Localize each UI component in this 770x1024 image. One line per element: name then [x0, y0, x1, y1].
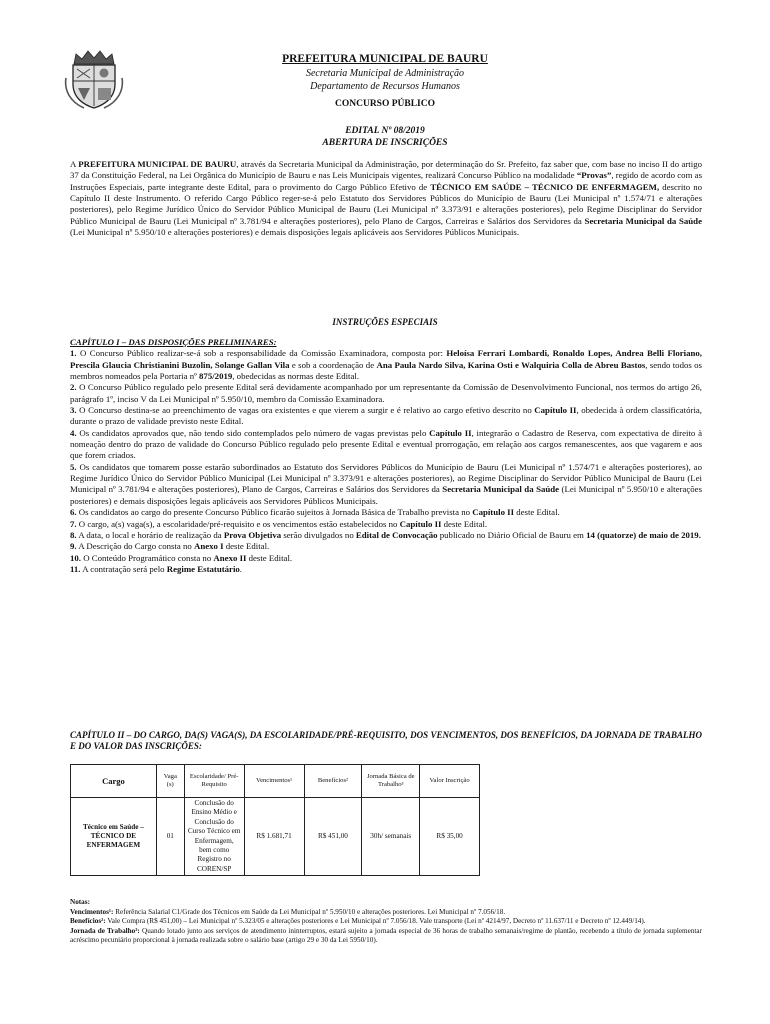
item-5: 5. Os candidatos que tomarem posse estarão subordinados ao Estatuto dos Servidores Públicos do Município de Bauru (Lei Municipal nº 1.574/71 e alterações posteriores), ao Regime Jurídico Único do Servidor Público Municipal (Lei Municipal nº 3.373/91 e alterações posteriores), ao Regime Disciplinar do Servidor Público Municipal de Bauru (Lei Municipal nº 3.781/94 e alterações posteriores), Plano de Cargos, Carreiras e Salários dos Servidores da Secretaria Municipal da Saúde (Lei Municipal nº 5.950/10 e alterações posteriores) e demais disposições legais aplicáveis aos Servidores Públicos Municipais.: [70, 461, 702, 506]
item-10: 10. O Conteúdo Programático consta no Anexo II deste Edital.: [70, 552, 293, 563]
table-header-row: [71, 765, 480, 798]
item-1: 1. O Concurso Público realizar-se-á sob a responsabilidade da Comissão Examinadora, composta por: Heloísa Ferrari Lombardi, Ronaldo Lopes, Andrea Belli Floriano, Prescila Glaucia Christianini Buzolin, Solange Gallan Vila e sob a coordenação de Ana Paula Nardo Silva, Karina Osti e Walquiria Colla de Abreu Bastos, sendo todos os membros nomeados pela Portaria nº 875/2019, obedecidas as normas deste Edital.: [70, 348, 702, 382]
item-4: 4. Os candidatos aprovados que, não tendo sido contemplados pelo número de vagas previstas pelo Capítulo II, integrarão o Cadastro de Reserva, com expectativa de direito à nomeação dentro do prazo de validade do Concurso Público regulado pelo presente Edital e eventual prorrogação, em relação aos cargos remanescentes, aos que vagarem e aos que forem criados.: [70, 427, 702, 461]
header-cargo: Cargo: [71, 765, 157, 798]
instrucoes-heading: INSTRUÇÕES ESPECIAIS: [332, 317, 438, 327]
cargo-table: [70, 764, 480, 876]
chapter-2-heading: CAPÍTULO II – DO CARGO, DA(S) VAGA(S), DA ESCOLARIDADE/PRÉ-REQUISITO, DOS VENCIMENTOS, DOS BENEFÍCIOS, DA JORNADA DE TRABALHO E DO VALOR DAS INSCRIÇÕES:: [70, 730, 702, 751]
note-jornada: Jornada de Trabalho³: Quando lotado junto aos serviços de atendimento ininterruptos, estará sujeito a jornada especial de 36 horas de trabalho semanais/regime de plantão, recebendo a título de jornada suplementar acréscimo pecuniário proporcional à jornada realizada sobre o salário base (artigo 29 e 30 da Lei 5950/10).: [70, 926, 702, 945]
concurso-label: CONCURSO PÚBLICO: [334, 99, 436, 109]
header-secretaria: Secretaria Municipal de Administração: [305, 68, 465, 79]
item-6: 6. Os candidatos ao cargo do presente Concurso Público ficarão sujeitos à Jornada Básica de Trabalho prevista no Capítulo II deste Edital.: [70, 507, 560, 518]
item-11: 11. A contratação será pelo Regime Estatutário.: [70, 563, 242, 574]
cell-valor: R$ 35,00: [420, 798, 480, 876]
notes-title: Notas:: [70, 898, 90, 906]
chapter-1: [70, 337, 702, 575]
cell-requisito: Conclusão do Ensino Médio e Conclusão do Curso Técnico em Enfermagem, bem como Registro no COREN/SP: [184, 798, 244, 876]
note-vencimentos: Vencimentos¹: Referência Salarial C1/Grade dos Técnicos em Saúde da Lei Municipal nº 5.950/10 e alterações posteriores. Lei Municipal nº 7.056/18.: [70, 907, 506, 916]
header-escolaridade: Escolaridade/ Pré-Requisito: [184, 765, 244, 798]
header-valor-inscricao: Valor Inscrição: [420, 765, 480, 798]
header-title: PREFEITURA MUNICIPAL DE BAURU: [282, 53, 488, 65]
chapter-1-heading: CAPÍTULO I – DAS DISPOSIÇÕES PRELIMINARES:: [70, 337, 277, 347]
cell-jornada: 30h/ semanais: [362, 798, 420, 876]
header-departamento: Departamento de Recursos Humanos: [310, 81, 460, 92]
header-vencimentos: Vencimentos¹: [244, 765, 304, 798]
edital-number: EDITAL Nº 08/2019: [345, 126, 425, 136]
item-7: 7. O cargo, a(s) vaga(s), a escolaridade/pré-requisito e os vencimentos estão estabelecidos no Capítulo II deste Edital.: [70, 518, 488, 529]
notes-section: [70, 898, 702, 946]
table-row: [71, 798, 480, 876]
item-3: 3. O Concurso destina-se ao preenchimento de vagas ora existentes e que vierem a surgir e é relativo ao cargo efetivo descrito no Capítulo II, obedecida à ordem classificatória, durante o prazo de validade previsto neste Edital.: [70, 405, 702, 427]
abertura-label: ABERTURA DE INSCRIÇÕES: [322, 138, 448, 148]
cell-vencimentos: R$ 1.681,71: [244, 798, 304, 876]
header-vagas: Vaga (s): [156, 765, 184, 798]
item-2: 2. O Concurso Público regulado pelo presente Edital será devidamente acompanhado por um representante da Comissão de Desenvolvimento Funcional, nos termos do artigo 26, parágrafo 1º, inciso V da Lei Municipal nº 5.950/10, membro da Comissão Examinadora.: [70, 382, 702, 404]
item-9: 9. A Descrição do Cargo consta no Anexo I deste Edital.: [70, 541, 270, 552]
intro-paragraph: A PREFEITURA MUNICIPAL DE BAURU, através da Secretaria Municipal da Administração, por determinação do Sr. Prefeito, faz saber que, com base no inciso II do artigo 37 da Constituição Federal, na Lei Orgânica do Município de Bauru e nas Leis Municipais vigentes, realizará Concurso Público na modalidade “Provas”, regido de acordo com as Instruções Especiais, parte integrante deste Edital, para o provimento do Cargo Público Efetivo de TÉCNICO EM SAÚDE – TÉCNICO DE ENFERMAGEM, descrito no Capítulo II deste Instrumento. O referido Cargo Público reger-se-á pelo Estatuto dos Servidores Públicos do Município de Bauru (Lei Municipal nº 1.574/71 e alterações posteriores), pelo Regime Jurídico Único do Servidor Público Municipal de Bauru (Lei Municipal nº 3.373/91 e alterações posteriores), pelo Regime Disciplinar do Servidor Público Municipal de Bauru (Lei Municipal nº 3.781/94 e alterações posteriores), pelo Plano de Cargos, Carreiras e Salários dos Servidores da Secretaria Municipal da Saúde (Lei Municipal nº 5.950/10 e alterações posteriores) e demais disposições legais aplicáveis aos Servidores Públicos Municipais.: [70, 159, 702, 238]
header-beneficios: Benefícios²: [304, 765, 362, 798]
cell-vagas: 01: [156, 798, 184, 876]
cell-cargo: Técnico em Saúde – TÉCNICO DE ENFERMAGEM: [71, 798, 157, 876]
cell-beneficios: R$ 451,00: [304, 798, 362, 876]
header-jornada: Jornada Básica de Trabalho³: [362, 765, 420, 798]
note-beneficios: Benefícios²: Vale Compra (R$ 451,00) – Lei Municipal nº 5.323/05 e alterações posteriores e Lei Municipal nº 7.056/18. Vale transporte (Lei nº 4214/97, Decreto nº 11.637/11 e Decreto nº 12.449/14).: [70, 917, 646, 926]
item-8: 8. A data, o local e horário de realização da Prova Objetiva serão divulgados no Edital de Convocação publicado no Diário Oficial de Bauru em 14 (quatorze) de maio de 2019.: [70, 529, 701, 540]
